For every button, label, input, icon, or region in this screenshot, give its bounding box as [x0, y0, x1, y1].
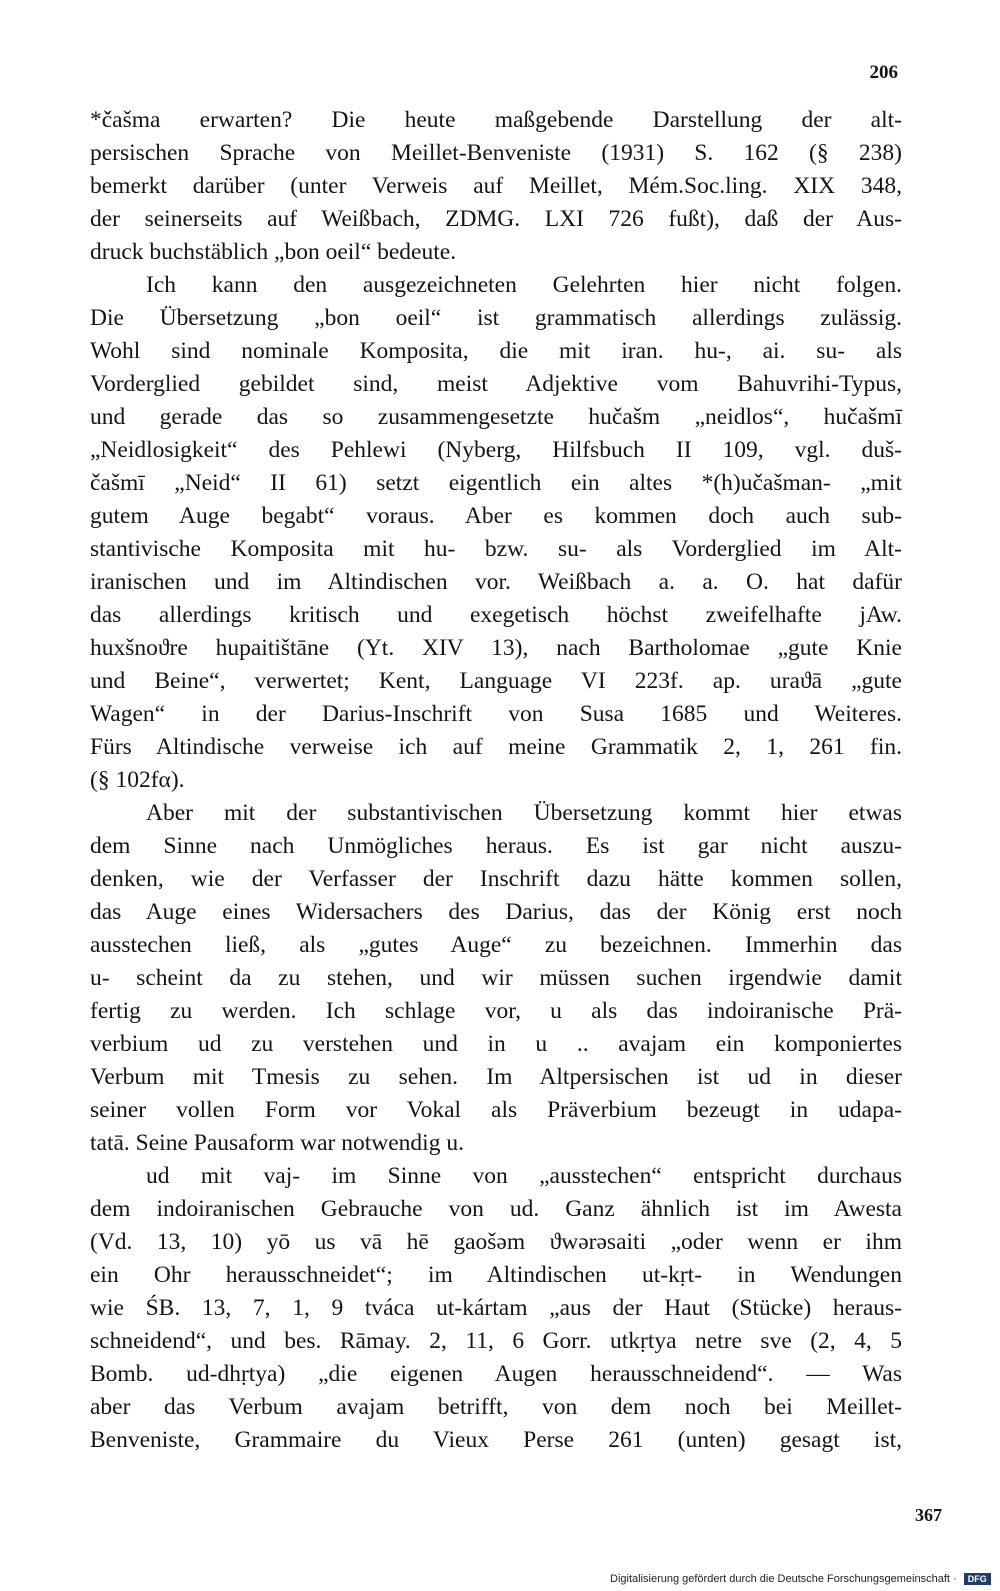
text-line: und Beine“, verwertet; Kent, Language VI 223f. ap. uraϑā „gute [90, 668, 902, 694]
text-line: fertig zu werden. Ich schlage vor, u als das indoiranische Prä- [90, 998, 902, 1024]
text-line: druck buchstäblich „bon oeil“ bedeute. [90, 239, 457, 265]
text-line: Die Übersetzung „bon oeil“ ist grammatisch allerdings zulässig. [90, 305, 902, 331]
text-line: (§ 102fα). [90, 767, 185, 793]
text-line: u- scheint da zu stehen, und wir müssen suchen irgendwie damit [90, 965, 902, 991]
text-line: dem indoiranischen Gebrauche von ud. Ganz ähnlich ist im Awesta [90, 1196, 902, 1222]
text-line: iranischen und im Altindischen vor. Weißbach a. a. O. hat dafür [90, 569, 902, 595]
text-line: schneidend“, und bes. Rāmay. 2, 11, 6 Gorr. utkṛtya netre sve (2, 4, 5 [90, 1328, 902, 1354]
text-line: ud mit vaj- im Sinne von „ausstechen“ entspricht durchaus [146, 1163, 902, 1189]
text-line: stantivische Komposita mit hu- bzw. su- als Vorderglied im Alt- [90, 536, 902, 562]
text-line: seiner vollen Form vor Vokal als Präverbium bezeugt in udapa- [90, 1097, 902, 1123]
text-line: tatā. Seine Pausaform war notwendig u. [90, 1130, 464, 1156]
text-line: gutem Auge begabt“ voraus. Aber es kommen doch auch sub- [90, 503, 902, 529]
digitization-note: Digitalisierung gefördert durch die Deutsche Forschungsgemeinschaft · [610, 1573, 957, 1585]
text-line: (Vd. 13, 10) yō us vā hē gaošəm ϑwərəsaiti „oder wenn er ihm [90, 1229, 902, 1255]
text-line: Vorderglied gebildet sind, meist Adjektive vom Bahuvrihi-Typus, [90, 371, 902, 397]
text-line: persischen Sprache von Meillet-Benveniste (1931) S. 162 (§ 238) [90, 140, 902, 166]
text-line: dem Sinne nach Unmögliches heraus. Es ist gar nicht auszu- [90, 833, 902, 859]
text-line: das Auge eines Widersachers des Darius, das der König erst noch [90, 899, 902, 925]
text-line: wie ŚB. 13, 7, 1, 9 tváca ut-kártam „aus der Haut (Stücke) heraus- [90, 1295, 902, 1321]
text-line: bemerkt darüber (unter Verweis auf Meillet, Mém.Soc.ling. XIX 348, [90, 173, 902, 199]
dfg-logo: DFG [964, 1573, 991, 1585]
text-line: und gerade das so zusammengesetzte hučašm „neidlos“, hučašmī [90, 404, 902, 430]
text-line: der seinerseits auf Weißbach, ZDMG. LXI 726 fußt), daß der Aus- [90, 206, 902, 232]
text-line: ausstechen ließ, als „gutes Auge“ zu bezeichnen. Immerhin das [90, 932, 902, 958]
text-line: Benveniste, Grammaire du Vieux Perse 261 (unten) gesagt ist, [90, 1427, 902, 1453]
text-line: denken, wie der Verfasser der Inschrift dazu hätte kommen sollen, [90, 866, 902, 892]
text-line: Aber mit der substantivischen Übersetzung kommt hier etwas [146, 800, 902, 826]
sheet-number: 367 [915, 1505, 942, 1525]
page-number: 206 [869, 62, 898, 83]
text-line: „Neidlosigkeit“ des Pehlewi (Nyberg, Hilfsbuch II 109, vgl. duš- [90, 437, 902, 463]
text-line: Bomb. ud-dhṛtya) „die eigenen Augen herausschneidend“. — Was [90, 1361, 902, 1387]
text-line: Fürs Altindische verweise ich auf meine Grammatik 2, 1, 261 fin. [90, 734, 902, 760]
digitization-footer [610, 1573, 991, 1585]
body-text [90, 104, 902, 1457]
text-line: Verbum mit Tmesis zu sehen. Im Altpersischen ist ud in dieser [90, 1064, 902, 1090]
text-line: čašmī „Neid“ II 61) setzt eigentlich ein altes *(h)učašman- „mit [90, 470, 902, 496]
text-line: aber das Verbum avajam betrifft, von dem noch bei Meillet- [90, 1394, 902, 1420]
text-line: verbium ud zu verstehen und in u .. avajam ein komponiertes [90, 1031, 902, 1057]
text-line: *čašma erwarten? Die heute maßgebende Darstellung der alt- [90, 107, 902, 133]
text-line: das allerdings kritisch und exegetisch höchst zweifelhafte jAw. [90, 602, 902, 628]
text-line: huxšnoϑre hupaitištāne (Yt. XIV 13), nach Bartholomae „gute Knie [90, 635, 902, 661]
text-line: Wohl sind nominale Komposita, die mit iran. hu-, ai. su- als [90, 338, 902, 364]
text-line: ein Ohr herausschneidet“; im Altindischen ut-kṛt- in Wendungen [90, 1262, 902, 1288]
text-line: Ich kann den ausgezeichneten Gelehrten hier nicht folgen. [146, 272, 902, 298]
text-line: Wagen“ in der Darius-Inschrift von Susa 1685 und Weiteres. [90, 701, 902, 727]
